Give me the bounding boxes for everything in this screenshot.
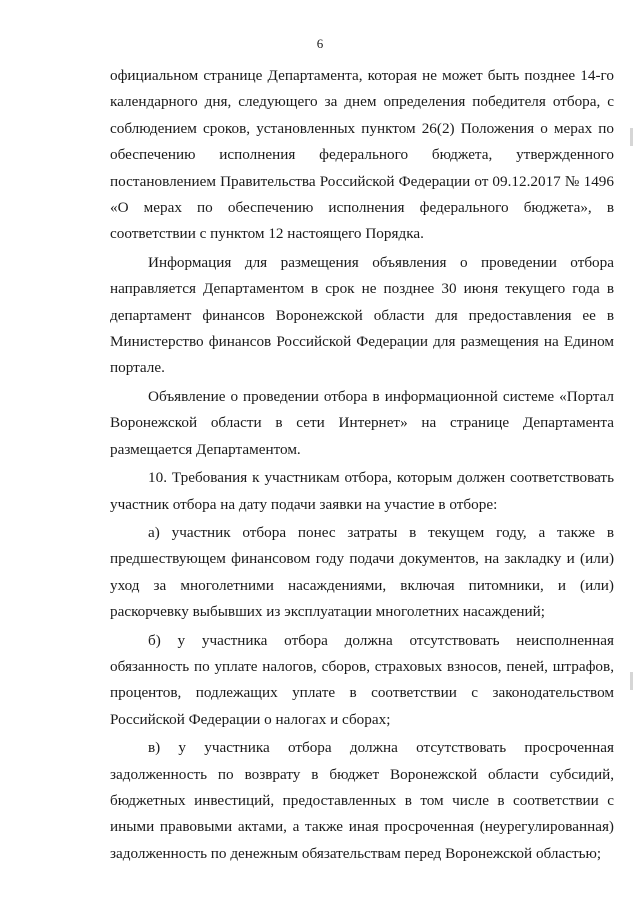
paragraph-item-10-c: в) у участника отбора должна отсутствовать просроченная задолженность по возврату в бюджет Воронежской области субсидий, бюджетных инвестиций, предоставленных в том числе в соответствии с иными правовыми актами, а также иная просроченная (неурегулированная) задолженность по денежным обязательствам перед Воронежской областью;: [110, 739, 614, 862]
paragraph-item-10-b: б) у участника отбора должна отсутствовать неисполненная обязанность по уплате налогов, сборов, страховых взносов, пеней, штрафов, процентов, подлежащих уплате в соответствии с законодательством Российской Федерации о налогах и сборах;: [110, 631, 614, 728]
paragraph-item-10: 10. Требования к участникам отбора, которым должен соответствовать участник отбора на дату подачи заявки на участие в отборе:: [110, 469, 614, 513]
paragraph-info-placement: Информация для размещения объявления о проведении отбора направляется Департаментом в срок не позднее 30 июня текущего года в департамент финансов Воронежской области для предоставления ее в Министерство финансов Российской Федерации для размещения на Едином портале.: [110, 253, 614, 377]
scan-edge-mark: [630, 128, 633, 146]
paragraph-announcement: Объявление о проведении отбора в информационной системе «Портал Воронежской области в сети Интернет» на странице Департамента размещается Департаментом.: [110, 387, 614, 458]
paragraph-continuation: официальном странице Департамента, которая не может быть позднее 14-го календарного дня, следующего за днем определения победителя отбора, с соблюдением сроков, установленных пунктом 26(2) Положения о мерах по обеспечению исполнения федерального бюджета, утвержденного постановлением Правительства Российской Федерации от 09.12.2017 № 1496 «О мерах по обеспечению исполнения федерального бюджета», в соответствии с пунктом 12 настоящего Порядка.: [110, 67, 614, 243]
page-number: 6: [316, 36, 324, 51]
document-body: [110, 63, 614, 867]
scan-edge-mark: [630, 672, 633, 690]
paragraph-item-10-a: а) участник отбора понес затраты в текущем году, а также в предшествующем финансовом году подачи документов, на закладку и (или) уход за многолетними насаждениями, включая питомники, и (или) раскорчевку выбывших из эксплуатации многолетних насаждений;: [110, 523, 614, 621]
